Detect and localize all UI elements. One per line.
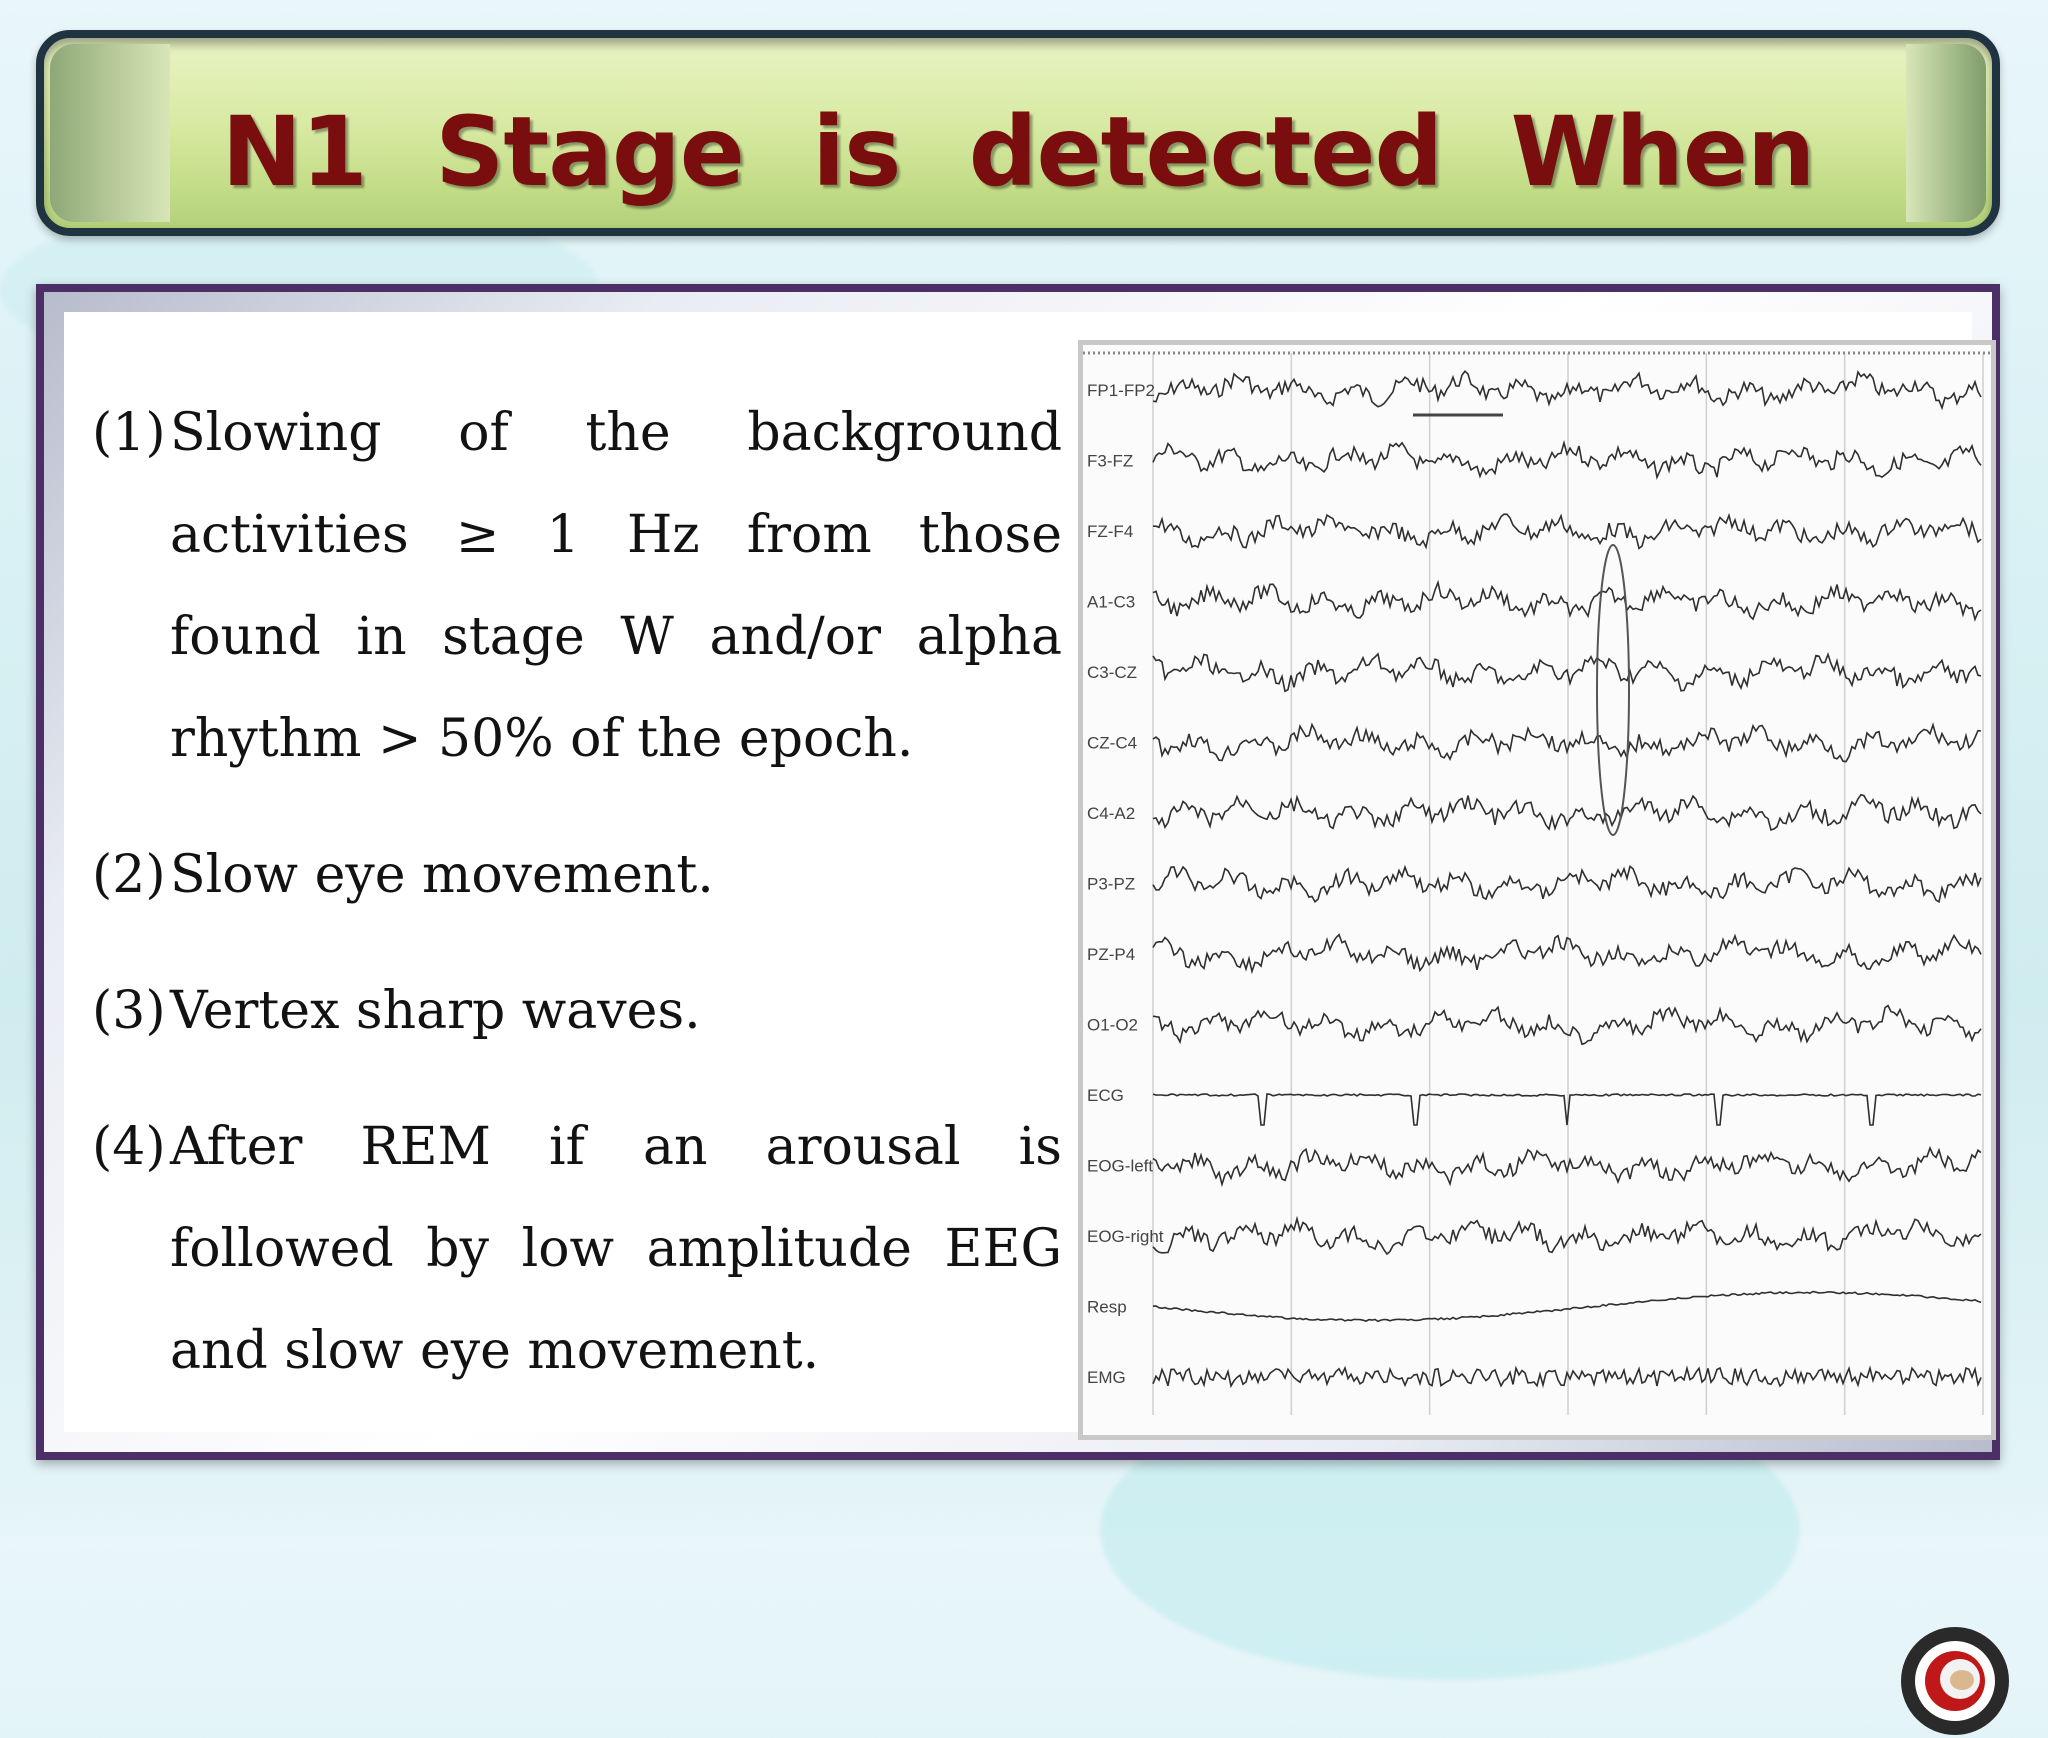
eeg-trace	[1153, 583, 1981, 620]
criterion-text: After REM if an arousal is followed by low amplitude EEG and slow eye movement.	[170, 1117, 1062, 1381]
eeg-recording-image	[1078, 340, 1996, 1440]
criterion-item	[92, 1096, 1062, 1402]
eeg-trace	[1153, 725, 1981, 762]
eeg-trace	[1153, 443, 1981, 478]
channel-label: A1-C3	[1087, 592, 1136, 612]
eeg-trace	[1153, 866, 1981, 902]
content-area	[64, 312, 1972, 1432]
slide-title	[44, 96, 1992, 208]
eeg-traces	[1083, 345, 1991, 1435]
channel-label: O1-O2	[1087, 1015, 1139, 1035]
logo-seal	[1898, 1624, 2012, 1738]
criterion-number: (1)	[92, 403, 166, 463]
content-frame	[36, 284, 2000, 1460]
channel-label: PZ-P4	[1087, 945, 1136, 964]
channel-label: EMG	[1087, 1368, 1126, 1387]
eeg-trace	[1153, 1292, 1981, 1322]
channel-label: ECG	[1087, 1086, 1124, 1105]
channel-label: EOG-left	[1087, 1156, 1154, 1176]
channel-label: C4-A2	[1087, 804, 1136, 823]
vertex-wave-marker	[1597, 545, 1629, 835]
eeg-trace	[1153, 935, 1981, 972]
channel-label: C3-CZ	[1087, 663, 1138, 682]
criterion-number: (2)	[92, 845, 166, 905]
eeg-trace	[1153, 1094, 1981, 1125]
criteria-list	[92, 382, 1062, 1436]
eeg-trace	[1153, 371, 1981, 408]
channel-label: FP1-FP2	[1087, 381, 1156, 400]
channel-label: CZ-C4	[1087, 733, 1138, 753]
title-part: is detected	[812, 96, 1443, 208]
eeg-trace	[1153, 1368, 1981, 1386]
channel-label: F3-FZ	[1087, 451, 1134, 471]
criterion-item	[92, 824, 1062, 926]
criterion-text: Slow eye movement.	[170, 845, 714, 905]
channel-label: FZ-F4	[1087, 522, 1134, 541]
eeg-trace	[1153, 514, 1981, 548]
channel-label: P3-PZ	[1087, 874, 1136, 894]
eeg-trace	[1153, 654, 1981, 691]
criterion-text: Slowing of the background activities ≥ 1 Hz from those found in stage W and/or alpha rhythm > 50% of the epoch.	[170, 403, 1062, 769]
title-part: When	[1510, 96, 1815, 208]
criterion-number: (4)	[92, 1117, 166, 1177]
channel-label: EOG-right	[1087, 1227, 1164, 1246]
eeg-trace	[1153, 795, 1981, 830]
channel-label: Resp	[1087, 1297, 1127, 1317]
criterion-item	[92, 382, 1062, 790]
title-part: Stage	[435, 96, 744, 208]
eeg-trace	[1153, 1006, 1981, 1045]
criterion-item	[92, 960, 1062, 1062]
title-part: N1	[221, 96, 367, 208]
title-banner	[36, 30, 2000, 236]
criterion-text: Vertex sharp waves.	[170, 981, 701, 1041]
eeg-trace	[1153, 1219, 1981, 1254]
criterion-number: (3)	[92, 981, 166, 1041]
eeg-trace	[1153, 1148, 1981, 1184]
